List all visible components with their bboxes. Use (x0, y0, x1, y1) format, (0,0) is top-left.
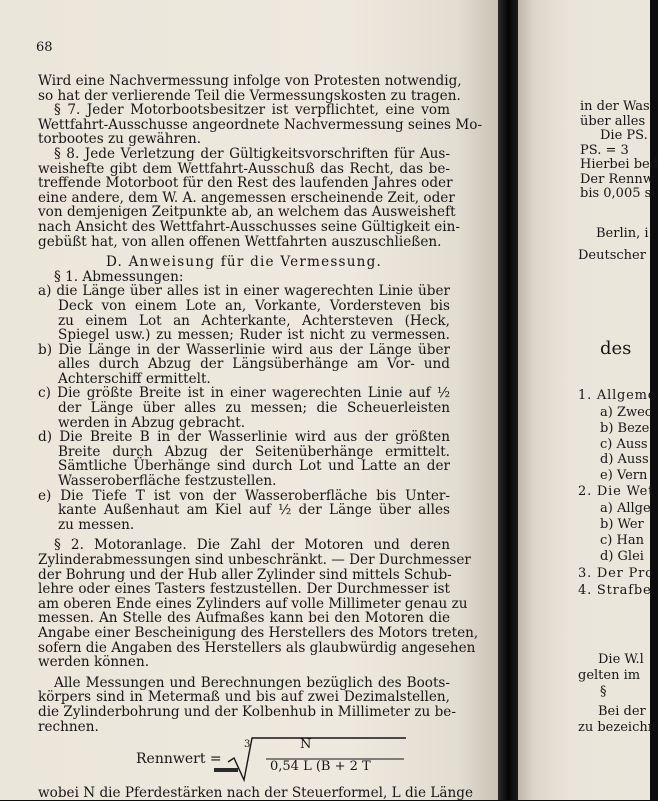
text-line: D. Anweisung für die Vermessung. (105, 254, 383, 271)
text-line: § 2. Motoranlage. Die Zahl der Motoren und deren (54, 537, 450, 554)
right-page-heading: des (600, 338, 632, 359)
text-line: wobei N die Pferdestärken nach der Steuerformel, L die Länge (38, 785, 473, 801)
text-line: weishefte gibt dem Wettfahrt-Ausschuß das Recht, das be- (38, 160, 450, 177)
toc-entry: a) Zwec (600, 405, 653, 420)
right-text-fragment: § (600, 684, 607, 699)
left-page-text (38, 73, 483, 801)
right-text-fragment: Hierbei bed (580, 157, 658, 172)
text-line: Angabe einer Bescheinigung des Herstellers des Motors treten, (38, 624, 479, 641)
right-text-fragment: Die W.l (598, 652, 644, 667)
formula-label: Rennwert = (136, 751, 222, 768)
text-line: nach Ansicht des Wettfahrt-Ausschusses seine Gültigkeit ein- (38, 218, 460, 235)
right-text-fragment: Der Rennw (580, 171, 654, 187)
toc-entry: a) Allge (600, 501, 651, 516)
text-line: sofern die Angaben des Herstellers als glaubwürdig angesehen (38, 639, 476, 656)
toc-entry: b) Wer (600, 517, 644, 532)
text-line: § 1. Abmessungen: (54, 268, 184, 285)
toc-entry: 4. Strafbe (578, 583, 652, 598)
text-line: körpers sind in Metermaß und bis auf zwei Dezimalstellen, (38, 689, 450, 706)
text-line: torbootes zu gewähren. (38, 131, 202, 148)
right-page-deutscher: Deutscher (578, 248, 646, 263)
rennwert-formula (38, 736, 450, 786)
text-line: Wird eine Nachvermessung infolge von Protesten notwendig, (38, 73, 462, 89)
toc-entry: 2. Die Wet (578, 484, 655, 499)
right-text-fragment: gelten im (578, 668, 641, 683)
text-line: der Bohrung und der Hub aller Zylinder sind mittels Schub- (38, 566, 452, 583)
toc-entry: c) Han (600, 533, 644, 548)
text-line: eine andere, dem W. A. angemessen erscheinende Zeit, oder (38, 189, 455, 206)
toc-entry: e) Vern (600, 468, 648, 483)
right-text-fragment: zu bezeichn (578, 720, 657, 735)
text-line: der Länge über alles zu messen; die Scheuerleisten (58, 400, 450, 417)
text-line: treffende Motorboot für den Rest des laufenden Jahres oder (38, 175, 453, 192)
root-index: 3 (244, 739, 251, 751)
text-line: Breite durch Abzug der Seitenüberhänge ermittelt. (58, 443, 450, 460)
text-line: d) Die Breite B in der Wasserlinie wird aus der größten (38, 429, 450, 446)
print-smudge (214, 768, 238, 772)
text-line: § 8. Jede Verletzung der Gültigkeitsvorschriften für Aus- (54, 145, 450, 162)
book-gutter (498, 0, 518, 800)
text-line: a) die Länge über alles ist in einer wagerechten Linie über (38, 283, 450, 300)
right-text-fragment: Bei der (598, 704, 646, 719)
toc-entry: b) Beze (600, 421, 650, 436)
right-text-fragment: bis 0,005 si (580, 186, 656, 201)
text-line: werden können. (38, 654, 150, 671)
formula-denominator: 0,54 L (B + 2 T (270, 759, 371, 775)
text-line: zu messen. (58, 516, 135, 533)
text-line: am oberen Ende eines Zylinders auf volle Millimeter genau zu (38, 595, 468, 612)
toc-entry: c) Auss (600, 437, 648, 452)
formula-numerator: N (300, 737, 312, 753)
text-line: lehre oder eines Tasters festzustellen. Der Durchmesser ist (38, 581, 450, 598)
text-line: Sämtliche Überhänge sind durch Lot und Latte an der (58, 458, 450, 475)
text-line: Achterschiff ermittelt. (58, 370, 211, 387)
text-line: Spiegel usw.) zu messen; Ruder ist nicht zu vermessen. (58, 327, 450, 344)
right-text-fragment: Die PS. (600, 128, 648, 143)
text-line: alles durch Abzug der Längsüberhänge am Vor- und (58, 356, 450, 373)
right-text-fragment: über alles (580, 113, 646, 129)
toc-entry: 3. Der Pro (578, 566, 654, 581)
toc-entry: 1. Allgeme (578, 388, 657, 403)
text-line: die Zylinderbohrung und der Kolbenhub in Millimeter zu be- (38, 703, 456, 720)
text-line: Alle Messungen und Berechnungen bezüglich des Boots- (54, 674, 450, 691)
page-number: 68 (36, 40, 53, 55)
text-line: Zylinderabmessungen sind unbeschränkt. — Der Durchmesser (38, 552, 471, 568)
text-line: Deck von einem Lote an, Vorkante, Vordersteven bis (58, 297, 450, 314)
text-line: kante Außenhaut am Kiel auf ½ der Länge über alles (58, 502, 450, 519)
text-line: b) Die Länge in der Wasserlinie wird aus der Länge über (38, 341, 450, 358)
text-line: werden in Abzug gebracht. (58, 414, 246, 431)
text-line: § 7. Jeder Motorbootsbesitzer ist verpflichtet, eine vom (54, 102, 450, 119)
right-text-fragment: PS. = 3 (580, 142, 629, 158)
text-line: rechnen. (38, 718, 99, 735)
right-page-top-text (580, 99, 658, 202)
text-line: c) Die größte Breite ist in einer wagerechten Linie auf ½ (38, 385, 450, 402)
text-line: so hat der verlierende Teil die Vermessungskosten zu tragen. (38, 87, 461, 104)
text-line: Wasseroberfläche festzustellen. (58, 473, 277, 490)
text-line: e) Die Tiefe T ist von der Wasseroberfläche bis Unter- (38, 487, 450, 504)
text-line: Wettfahrt-Ausschusse angeordnete Nachvermessung seines Mo- (38, 116, 483, 133)
toc-entry: d) Glei (600, 549, 644, 564)
text-line: von demjenigen Zeitpunkte ab, an welchem das Ausweisheft (38, 204, 456, 221)
toc-entry: d) Auss (600, 452, 649, 467)
right-page-berlin: Berlin, i (596, 226, 649, 241)
text-line: messen. An Stelle des Aufmaßes kann bei den Motoren die (38, 610, 450, 627)
text-line: gebüßt hat, von allen offenen Wettfahrten auszuschließen. (38, 233, 442, 250)
text-line: zu einem Lot an Achterkante, Achtersteven (Heck, (58, 312, 450, 329)
right-text-fragment: in der Was (580, 99, 650, 114)
